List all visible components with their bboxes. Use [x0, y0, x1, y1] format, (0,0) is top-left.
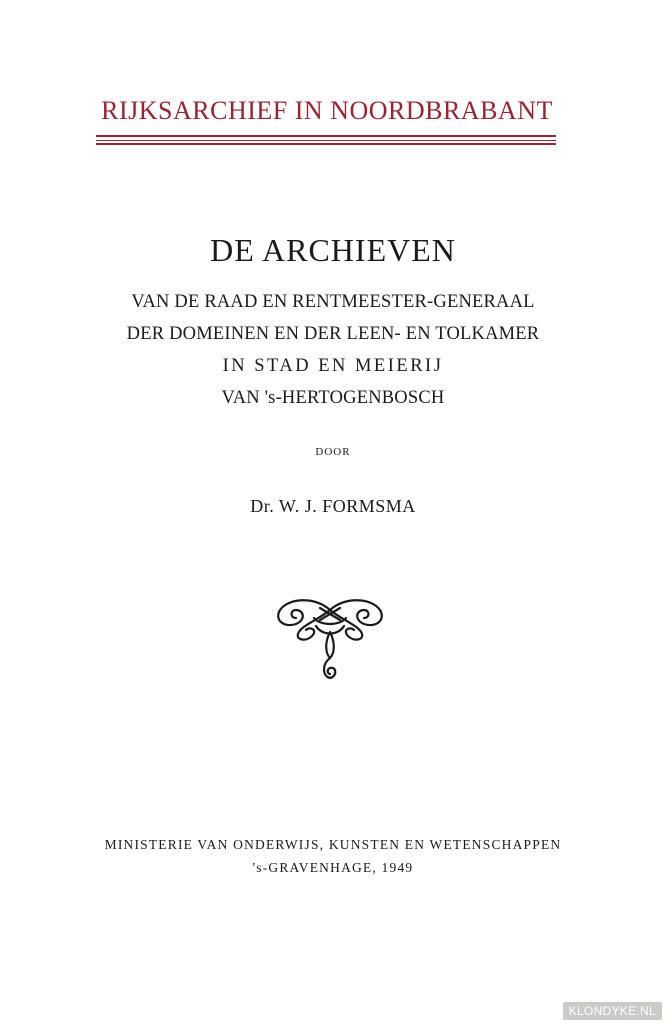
book-title: DE ARCHIEVEN [210, 232, 456, 268]
author-name: Dr. W. J. FORMSMA [250, 496, 416, 516]
subtitle-line: VAN 's-HERTOGENBOSCH [221, 388, 445, 408]
watermark-badge: KLONDYKE.NL [563, 1002, 662, 1020]
series-rule-bottom [96, 143, 556, 145]
publisher-line: MINISTERIE VAN ONDERWIJS, KUNSTEN EN WETENSCHAPPEN [104, 837, 562, 852]
by-label: DOOR [315, 446, 351, 458]
subtitle-line: VAN DE RAAD EN RENTMEESTER-GENERAAL [131, 292, 535, 312]
subtitle-line: DER DOMEINEN EN DER LEEN- EN TOLKAMER [126, 324, 540, 344]
ornament-flourish-icon [270, 596, 390, 682]
series-title: RIJKSARCHIEF IN NOORDBRABANT [101, 96, 553, 125]
publisher-place-year: 's-GRAVENHAGE, 1949 [252, 860, 414, 875]
subtitle-line: IN STAD EN MEIERIJ [222, 356, 444, 376]
series-rule-middle [96, 140, 556, 141]
series-rule-top [96, 135, 556, 137]
